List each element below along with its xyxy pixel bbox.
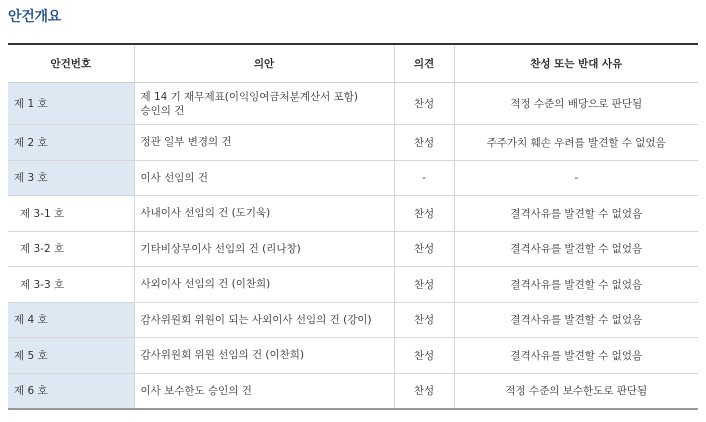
agenda-opinion: 찬성: [394, 196, 454, 232]
agenda-reason: 적정 수준의 배당으로 판단됨: [454, 83, 698, 125]
header-row: [8, 44, 698, 83]
agenda-opinion: 찬성: [394, 302, 454, 338]
agenda-reason: 결격사유를 발견할 수 없었음: [454, 267, 698, 303]
agenda-table: [8, 43, 698, 410]
table-row: [8, 231, 698, 267]
agenda-reason: 결격사유를 발견할 수 없었음: [454, 338, 698, 374]
agenda-reason: 결격사유를 발견할 수 없었음: [454, 231, 698, 267]
agenda-item: 이사 선임의 건: [134, 160, 394, 196]
agenda-no: 제 3 호: [8, 160, 134, 196]
section-title: 안건개요: [8, 9, 61, 25]
agenda-no: 제 3-3 호: [8, 267, 134, 303]
table-row: [8, 160, 698, 196]
header-item: 의안: [134, 44, 394, 83]
agenda-item: [134, 83, 394, 125]
agenda-item: 사외이사 선임의 건 (이찬희): [134, 267, 394, 303]
agenda-no: 제 3-2 호: [8, 231, 134, 267]
agenda-opinion: 찬성: [394, 338, 454, 374]
agenda-opinion: 찬성: [394, 373, 454, 409]
table-row: [8, 125, 698, 161]
header-opinion: 의견: [394, 44, 454, 83]
table-row: [8, 196, 698, 232]
table-row: [8, 302, 698, 338]
agenda-no: 제 3-1 호: [8, 196, 134, 232]
agenda-opinion: 찬성: [394, 125, 454, 161]
agenda-item: 기타비상무이사 선임의 건 (리나창): [134, 231, 394, 267]
agenda-reason: 적정 수준의 보수한도로 판단됨: [454, 373, 698, 409]
agenda-item: 정관 일부 변경의 건: [134, 125, 394, 161]
agenda-item-line: 제 14 기 재무제표(이익잉여금처분계산서 포함): [140, 90, 358, 103]
agenda-item: 이사 보수한도 승인의 건: [134, 373, 394, 409]
agenda-reason: 주주가치 훼손 우려를 발견할 수 없었음: [454, 125, 698, 161]
agenda-item-line: 승인의 건: [140, 104, 185, 117]
agenda-opinion: -: [394, 160, 454, 196]
header-reason: 찬성 또는 반대 사유: [454, 44, 698, 83]
table-row: [8, 373, 698, 409]
agenda-no: 제 5 호: [8, 338, 134, 374]
agenda-item: 사내이사 선임의 건 (도기욱): [134, 196, 394, 232]
agenda-reason: -: [454, 160, 698, 196]
agenda-item: 감사위원회 위원이 되는 사외이사 선임의 건 (강이): [134, 302, 394, 338]
table-row: [8, 267, 698, 303]
agenda-opinion: 찬성: [394, 231, 454, 267]
agenda-no: 제 4 호: [8, 302, 134, 338]
header-no: 안건번호: [8, 44, 134, 83]
agenda-no: 제 1 호: [8, 83, 134, 125]
agenda-reason: 결격사유를 발견할 수 없었음: [454, 196, 698, 232]
agenda-reason: 결격사유를 발견할 수 없었음: [454, 302, 698, 338]
agenda-no: 제 6 호: [8, 373, 134, 409]
table-row: [8, 83, 698, 125]
agenda-item: 감사위원회 위원 선임의 건 (이찬희): [134, 338, 394, 374]
agenda-no: 제 2 호: [8, 125, 134, 161]
table-row: [8, 338, 698, 374]
agenda-opinion: 찬성: [394, 267, 454, 303]
agenda-opinion: 찬성: [394, 83, 454, 125]
